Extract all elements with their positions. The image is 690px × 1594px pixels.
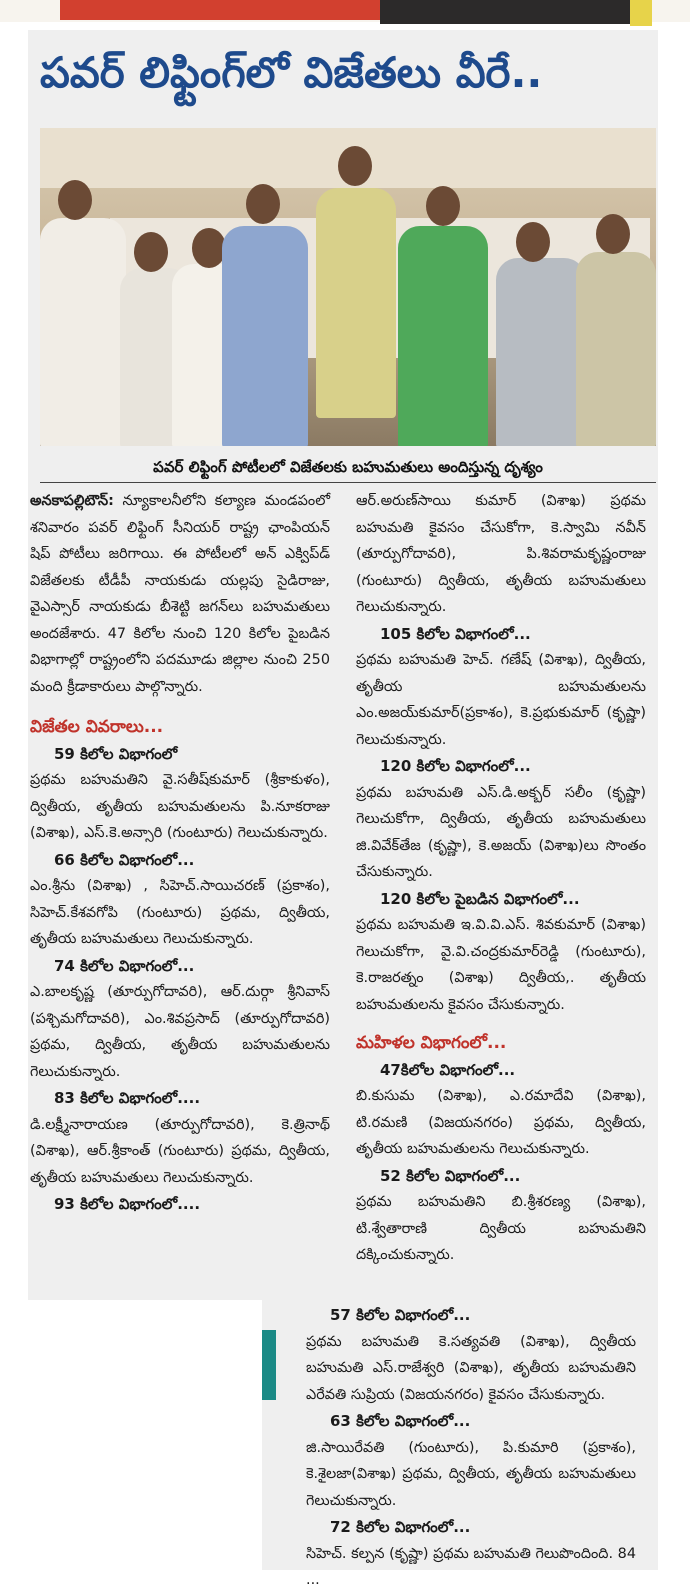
section-text: సిహెచ్. కల్పన (కృష్ణా) ప్రథమ బహుమతి గెలుపొందింది. 84 ... (306, 1545, 636, 1588)
person-7 (496, 258, 586, 446)
lower-right-column (306, 1302, 636, 1594)
section-text: బి.కుసుమ (విశాఖ), ఎ.రమాదేవి (విశాఖ), టి.రమణి (విజయనగరం) ప్రథమ, ద్వితీయ, తృతీయ బహుమతులను గెలుచుకున్నారు. (356, 1088, 646, 1157)
section-text: ప్రథమ బహుమతి హెచ్. గణేష్ (విశాఖ), ద్వితీయ, తృతీయ బహుమతులను ఎం.అజయ్‌కుమార్(ప్రకాశం), కె.ప్రభుకుమార్ (కృష్ణా) గెలుచుకున్నారు. (356, 652, 646, 748)
section-title: 120 కిలోల విభాగంలో... (380, 757, 531, 775)
section-text: ప్రథమ బహుమతిని బి.శ్రీశరణ్య (విశాఖ), టి.శ్వేతారాణి ద్వితీయ బహుమతిని దక్కించుకున్నారు. (356, 1194, 646, 1263)
section-title: 93 కిలోల విభాగంలో.... (54, 1195, 201, 1213)
right-intro: ఆర్.అరుణ్‌సాయి కుమార్ (విశాఖ) ప్రథమ బహుమతి కైవసం చేసుకోగా, కె.స్వామి నవీన్ (తూర్పుగోదావరి), పి.శివరామకృష్ణంరాజు (గుంటూరు) ద్వితీయ, తృతీయ బహుమతులు గెలుచుకున్నారు. (356, 493, 646, 615)
section-title: 47కిలోల విభాగంలో... (380, 1060, 516, 1079)
women-heading: మహిళల విభాగంలో... (356, 1033, 507, 1053)
section-text: జి.సాయిరేవతి (గుంటూరు), పి.కుమారి (ప్రకాశం), కె.శైలజా(విశాఖ) ప్రథమ, ద్వితీయ, తృతీయ బహుమతులు గెలుచుకున్నారు. (306, 1439, 636, 1509)
section-text: డి.లక్ష్మీనారాయణ (తూర్పుగోదావరి), కె.త్రినాథ్ (విశాఖ), ఆర్.శ్రీకాంత్ (గుంటూరు) ప్రథమ, ద్వితీయ, తృతీయ బహుమతులు గెలుచుకున్నారు. (30, 1116, 330, 1186)
section-title: 72 కిలోల విభాగంలో... (330, 1518, 471, 1536)
section-title: 83 కిలోల విభాగంలో.... (54, 1089, 201, 1107)
section-title: 74 కిలోల విభాగంలో... (54, 956, 195, 975)
person-1-head (58, 180, 92, 220)
strip-red (60, 0, 380, 20)
person-7-head (516, 222, 550, 262)
person-3-head (192, 228, 226, 268)
person-8-head (596, 214, 630, 254)
winners-heading: విజేతల వివరాలు... (30, 717, 164, 737)
person-8 (576, 252, 656, 446)
section-text: ప్రథమ బహుమతి ఎస్.డి.అక్బర్ సలీం (కృష్ణా) గెలుచుకోగా, ద్వితీయ, తృతీయ బహుమతులు జి.వివేక్‌తేజ (కృష్ణా), కె.అజయ్ (విశాఖ)లు సొంతం చేసుకున్నారు. (356, 784, 646, 880)
person-4 (222, 226, 308, 446)
section-text: ప్రథమ బహుమతి కె.సత్యవతి (విశాఖ), ద్వితీయ బహుమతి ఎస్.రాజేశ్వరి (విశాఖ), తృతీయ బహుమతిని ఎరేవతి సుప్రియ (విజయనగరం) కైవసం చేసుకున్నారు. (306, 1333, 636, 1403)
intro-text: న్యూకాలనీలోని కల్యాణ మండపంలో శనివారం పవర్ లిఫ్టింగ్ సీనియర్ రాష్ట్ర ఛాంపియన్ షిప్ పోటీలు జరిగాయి. ఈ పోటీలలో అన్ ఎక్విప్‌డ్ విజేతలకు టీడీపీ నాయకుడు యల్లపు సైడిరాజు, వైఎస్సార్ నాయకుడు బీశెట్టి జగన్‌లు బహుమతులు అందజేశారు. 47 కిలోల నుంచి 120 కిలోల పైబడిన విభాగాల్లో రాష్ట్రంలోని పదమూడు జిల్లాల నుంచి 250 మంది క్రీడాకారులు పాల్గొన్నారు. (30, 493, 330, 695)
intro-paragraph (30, 488, 330, 700)
headline: పవర్ లిఫ్టింగ్‌లో విజేతలు వీరే.. (40, 48, 543, 97)
section-text: ఎం.శ్రీను (విశాఖ) , సిహెచ్.సాయిచరణ్ (ప్రకాశం), సిహెచ్.కేశవగోపి (గుంటూరు) ప్రథమ, ద్వితీయ, తృతీయ బహుమతులు గెలుచుకున్నారు. (30, 878, 330, 947)
teal-edge (262, 1330, 276, 1400)
right-column (356, 488, 646, 1269)
section-title: 66 కిలోల విభాగంలో... (54, 850, 195, 869)
top-color-strip (0, 0, 690, 22)
person-1 (40, 218, 126, 446)
strip-yellow (630, 0, 652, 26)
strip-dark (380, 0, 630, 24)
award-photo (40, 128, 656, 446)
person-2-head (134, 232, 168, 272)
person-5 (316, 188, 396, 418)
person-6 (398, 226, 488, 446)
section-title: 59 కిలోల విభాగంలో (54, 744, 178, 763)
section-title: 120 కిలోల పైబడిన విభాగంలో... (380, 889, 580, 908)
section-title: 57 కిలోల విభాగంలో... (330, 1306, 471, 1324)
section-text: ప్రథమ బహుమతిని వై.సతీష్‌కుమార్ (శ్రీకాకుళం), ద్వితీయ, తృతీయ బహుమతులను పి.నూకరాజు (విశాఖ), ఎస్.కె.అన్సారి (గుంటూరు) గెలుచుకున్నారు. (30, 772, 330, 841)
person-4-head (246, 184, 280, 224)
photo-caption: పవర్ లిఫ్టింగ్ పోటీలలో విజేతలకు బహుమతులు అందిస్తున్న దృశ్యం (40, 452, 656, 483)
section-title: 52 కిలోల విభాగంలో... (380, 1166, 521, 1185)
dateline: అనకాపల్లిటౌన్: (30, 493, 114, 509)
section-text: ఎ.బాలకృష్ణ (తూర్పుగోదావరి), ఆర్.దుర్గా శ్రీనివాస్ (పశ్చిమగోదావరి), ఎం.శివప్రసాద్ (తూర్పుగోదావరి) ప్రథమ, ద్వితీయ, తృతీయ బహుమతులను గెలుచుకున్నారు. (30, 984, 330, 1080)
person-5-head (338, 146, 372, 186)
left-column (30, 488, 330, 1218)
section-text: ప్రథమ బహుమతి ఇ.వి.వి.ఎస్. శివకుమార్ (విశాఖ) గెలుచుకోగా, వై.వి.చంద్రకుమార్‌రెడ్డి (గుంటూరు), కె.రాజరత్నం (విశాఖ) ద్వితీయ,. తృతీయ బహుమతులను కైవసం చేసుకున్నారు. (356, 917, 646, 1013)
person-6-head (426, 186, 460, 226)
section-title: 63 కిలోల విభాగంలో... (330, 1412, 471, 1430)
section-title: 105 కిలోల విభాగంలో... (380, 624, 531, 643)
